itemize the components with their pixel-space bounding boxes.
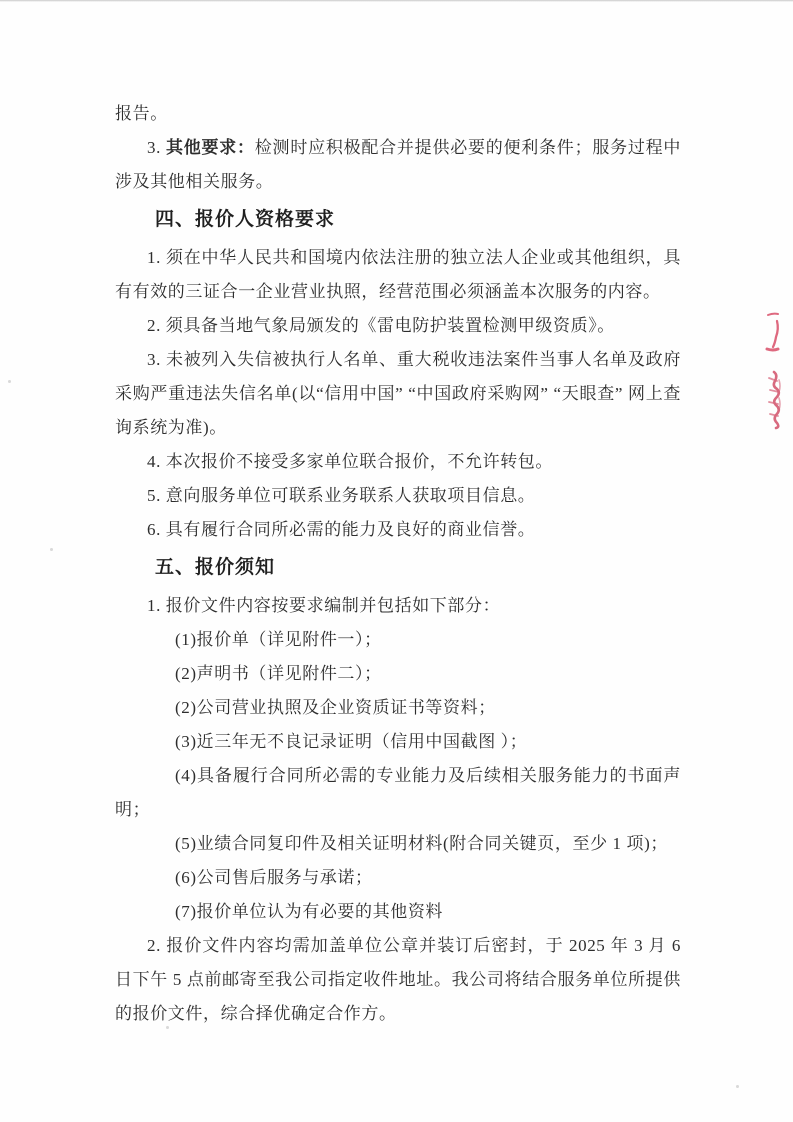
section-4-heading: 四、报价人资格要求 xyxy=(155,209,336,230)
section5-subitem-5: (4)具备履行合同所必需的专业能力及后续相关服务能力的书面声明； xyxy=(115,766,681,819)
other-requirements-number: 3. xyxy=(147,138,166,157)
other-requirements-label: 其他要求： xyxy=(165,138,255,157)
red-handwriting-fragment-icon xyxy=(755,300,793,440)
paragraph-report-tail: 报告。 xyxy=(115,104,168,123)
section4-item-2: 2. 须具备当地气象局颁发的《雷电防护装置检测甲级资质》。 xyxy=(147,316,615,335)
scan-speck xyxy=(8,380,11,383)
section5-subitem-7: (6)公司售后服务与承诺； xyxy=(175,868,373,887)
section4-item-6: 6. 具有履行合同所必需的能力及良好的商业信誉。 xyxy=(147,520,536,539)
section-5-heading: 五、报价须知 xyxy=(155,557,276,578)
section5-subitem-1: (1)报价单（详见附件一）； xyxy=(175,630,382,649)
section5-subitem-2: (2)声明书（详见附件二）； xyxy=(175,664,382,683)
scan-edge-line xyxy=(0,0,793,2)
section5-item-2: 2. 报价文件内容均需加盖单位公章并装订后密封，于 2025 年 3 月 6 日下午 5 点前邮寄至我公司指定收件地址。我公司将结合服务单位所提供的报价文件，综合择优确定合作方。 xyxy=(115,936,681,1023)
section5-subitem-3: (2)公司营业执照及企业资质证书等资料； xyxy=(175,698,496,717)
scan-speck xyxy=(166,1026,169,1029)
other-requirements-text: 检测时应积极配合并提供必要的便利条件；服务过程中涉及其他相关服务。 xyxy=(115,138,681,191)
scan-speck xyxy=(50,548,53,551)
section4-item-3: 3. 未被列入失信被执行人名单、重大税收违法案件当事人名单及政府采购严重违法失信名单(以“信用中国” “中国政府采购网” “天眼查” 网上查询系统为准)。 xyxy=(115,350,681,437)
section5-item-1: 1. 报价文件内容按要求编制并包括如下部分： xyxy=(147,596,501,615)
section5-subitem-8: (7)报价单位认为有必要的其他资料 xyxy=(175,902,444,921)
section5-subitem-6: (5)业绩合同复印件及相关证明材料(附合同关键页，至少 1 项)； xyxy=(175,834,668,853)
section4-item-1: 1. 须在中华人民共和国境内依法注册的独立法人企业或其他组织，具有有效的三证合一企业营业执照，经营范围必须涵盖本次服务的内容。 xyxy=(115,248,681,301)
section4-item-5: 5. 意向服务单位可联系业务联系人获取项目信息。 xyxy=(147,486,536,505)
document-body xyxy=(115,97,681,1031)
scan-speck xyxy=(736,1085,739,1088)
paragraph-other-requirements xyxy=(115,131,681,199)
section4-item-4: 4. 本次报价不接受多家单位联合报价，不允许转包。 xyxy=(147,452,553,471)
section5-subitem-4: (3)近三年无不良记录证明（信用中国截图 ）； xyxy=(175,732,528,751)
